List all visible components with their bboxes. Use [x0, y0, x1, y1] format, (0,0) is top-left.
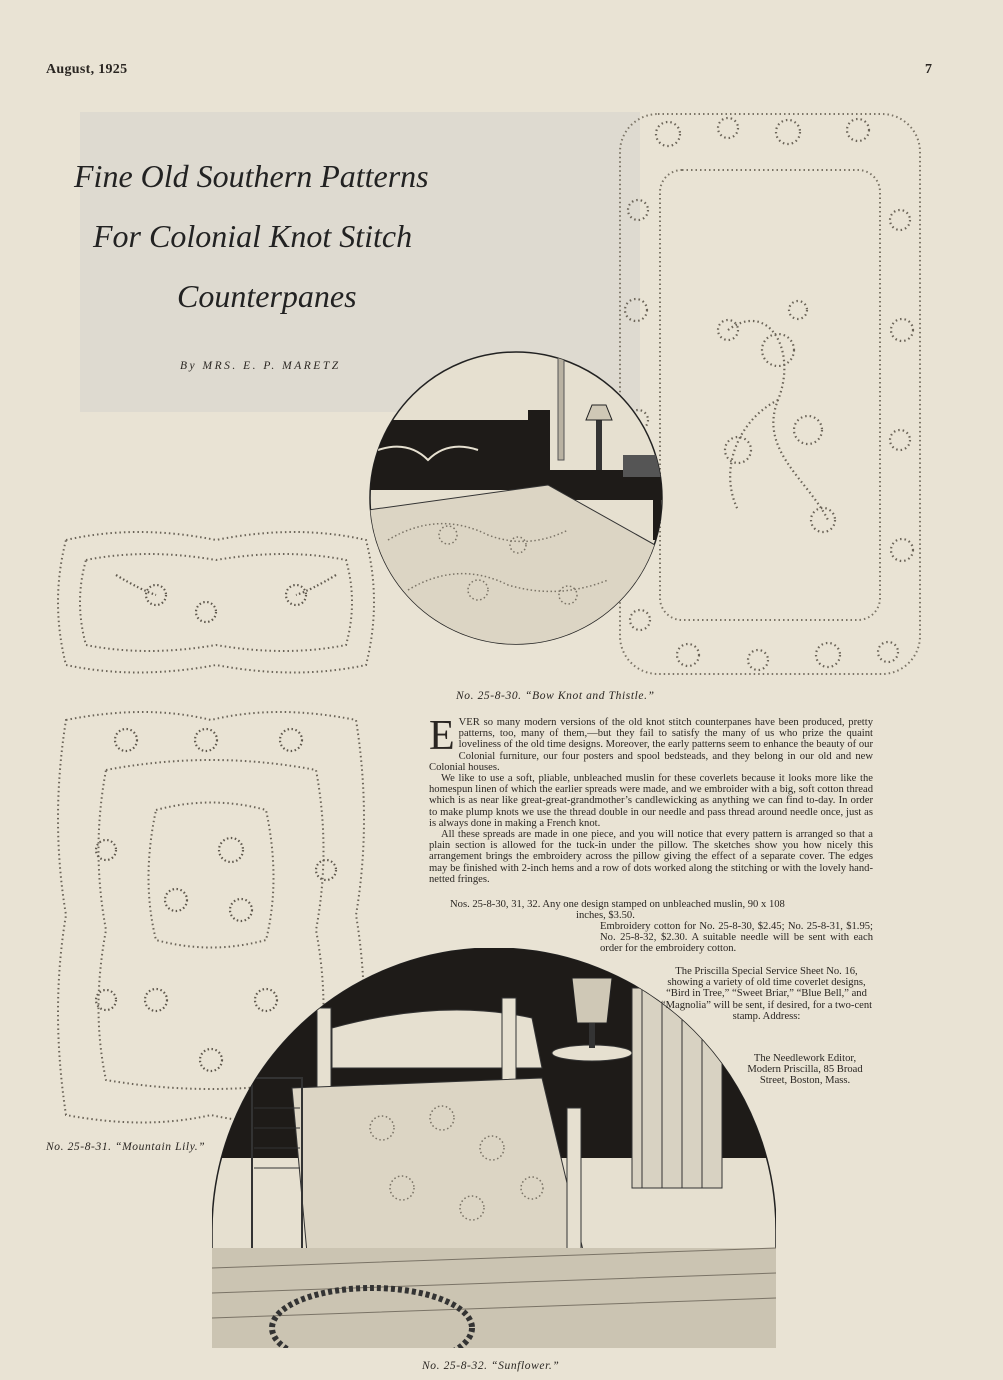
issue-date: August, 1925	[46, 62, 128, 77]
article-body	[429, 713, 873, 885]
drop-cap: E	[429, 713, 455, 759]
caption-sunflower: No. 25-8-32. “Sunflower.”	[422, 1360, 560, 1372]
title-line-1: Fine Old Southern Patterns	[74, 158, 429, 194]
price-listing	[450, 899, 873, 921]
scalloped-pillow-pattern	[46, 520, 386, 685]
byline: By MRS. E. P. MARETZ	[180, 360, 341, 372]
mailing-address: The Needlework Editor, Modern Priscilla, 85 Broad Street, Boston, Mass.	[747, 1053, 863, 1087]
title-line-2: For Colonial Knot Stitch	[93, 218, 413, 254]
price-line-1: Nos. 25-8-30, 31, 32. Any one design stamped on unbleached muslin, 90 x 108	[450, 899, 785, 910]
paragraph-1-text: VER so many modern versions of the old knot stitch counterpanes have been produced, pretty patterns, too, many of them,—but they fail to satisfy the many of us who prize the quaint loveliness of the old time designs. Moreover, the early patterns seem to enhance the beauty of our Colonial furniture, our four posters and spool bedsteads, and they belong in our old and new Colonial houses.	[429, 717, 873, 773]
price-line-2: inches, $3.50.	[576, 910, 635, 922]
page-number: 7	[925, 62, 932, 77]
article-paragraph-2: We like to use a soft, pliable, unbleached muslin for these coverlets because it looks more like the homespun linen of which the earlier spreads were made, and we embroider with a big, soft cotton thread which is as near like great-great-grandmother’s candlewicking as anything we can find to-day. In order to make plump knots we use the thread double in our needle and pass thread around needle once, just as is always done in making a French knot.	[429, 773, 873, 829]
article-paragraph-3: All these spreads are made in one piece, and you will notice that every pattern is arranged so that a plain section is allowed for the tuck-in under the pillow. The sketches show you how nicely this arrangement brings the embroidery across the pillow giving the effect of a separate cover. The edges may be finished with 2-inch hems and a row of dots worked along the stitching or with the lovely hand-netted fringes.	[429, 829, 873, 885]
title-line-3: Counterpanes	[177, 278, 357, 314]
caption-mountain-lily: No. 25-8-31. “Mountain Lily.”	[46, 1141, 206, 1153]
bedroom-illustration-circle	[368, 350, 664, 646]
caption-bow-knot-thistle: No. 25-8-30. “Bow Knot and Thistle.”	[456, 690, 655, 702]
embroidery-cotton-note: Embroidery cotton for No. 25-8-30, $2.45; No. 25-8-31, $1.95; No. 25-8-32, $2.30. A suitable needle will be sent with each order for the embroidery cotton.	[600, 921, 873, 955]
service-sheet-note: The Priscilla Special Service Sheet No. 16, showing a variety of old time coverlet designs, “Bird in Tree,” “Sweet Briar,” “Blue Bell,” and “Magnolia” will be sent, if desired, for a two-cent stamp. Address:	[660, 966, 873, 1022]
article-paragraph-1	[429, 713, 873, 773]
